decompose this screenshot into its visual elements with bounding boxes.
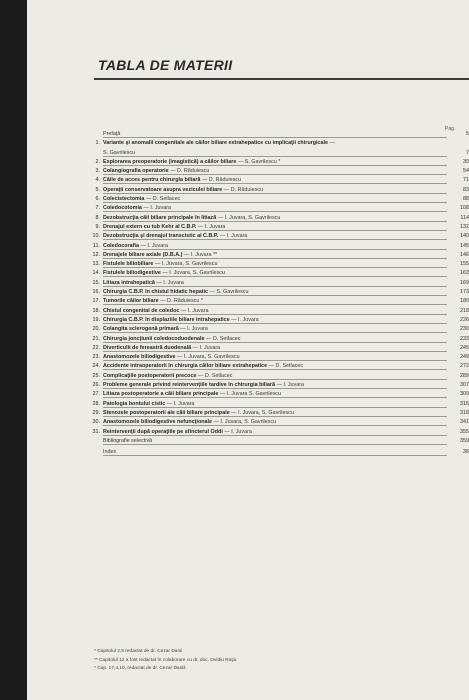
toc-entry-author: — I. Juvara — [218, 233, 248, 240]
toc-entry-page: 180 — [460, 298, 469, 305]
toc-entry-title: Litiaza intrahepatică — [103, 279, 155, 286]
toc-entry-author: — — [328, 140, 335, 147]
toc-leader-line — [103, 249, 447, 250]
toc-entry-number: 20. — [92, 326, 100, 333]
toc-entry-text — [103, 140, 337, 146]
toc-entry-title: Fistulele biliodigestive — [103, 270, 161, 277]
toc-entry-number: 12. — [92, 251, 100, 258]
toc-entry — [89, 410, 469, 419]
toc-entry-author: — D. Răduiescu — [200, 177, 242, 184]
toc-entry-text — [103, 429, 254, 435]
toc-entry-author: — I. Juvara — [229, 316, 259, 323]
toc-entry-author: — I. Juvara — [141, 205, 171, 212]
toc-entry-author: — D. Setlacec — [267, 363, 304, 370]
toc-entry-page: 230 — [460, 326, 469, 333]
toc-leader-line — [103, 397, 447, 398]
toc-entry — [89, 187, 469, 196]
toc-leader-line — [103, 342, 447, 343]
toc-entry-text — [103, 252, 219, 258]
toc-entry-page: 132 — [460, 223, 469, 230]
toc-leader-line — [103, 351, 447, 352]
toc-leader-line — [103, 407, 447, 408]
toc-entry-author: — I. Juvara, S. Gavrilescu — [212, 419, 277, 426]
toc-entry-title: Căile de acces pentru chirurgia biliară — [103, 177, 201, 184]
toc-entry — [89, 308, 469, 317]
toc-entry-text — [103, 354, 242, 360]
toc-entry-page: 359 — [460, 437, 469, 444]
toc-entry-author: — I. Juvara — [274, 382, 305, 389]
toc-entry-text — [103, 438, 154, 444]
toc-entry — [89, 159, 469, 168]
toc-entry-number: 13. — [92, 261, 100, 268]
toc-entry-text — [103, 326, 210, 332]
toc-entry-title: Dezobstrucţia căii biliare principale în litiază — [103, 214, 217, 221]
toc-entry-text — [103, 410, 296, 416]
toc-entry-title: Coledocorafia — [103, 242, 139, 249]
toc-entry-title: Bibliografie selectivă — [103, 437, 153, 444]
toc-entry-author: — I. Juvara — [178, 326, 208, 333]
page-title: TABLA DE MATERII — [98, 57, 233, 73]
toc-entry-text — [103, 298, 205, 304]
toc-leader-line — [103, 435, 447, 436]
toc-entry-author: — I. Juvara, S. Gavrilescu — [153, 261, 218, 268]
toc-entry — [89, 373, 469, 382]
toc-entry-author: — I. Juvara — [191, 344, 221, 351]
toc-entry-number: 22. — [92, 344, 100, 351]
toc-entry-number: 30. — [92, 419, 100, 426]
toc-entry-number: 19. — [92, 316, 100, 323]
toc-entry-number: 11. — [92, 242, 100, 249]
toc-entry — [89, 140, 469, 149]
toc-entry-number: 6. — [95, 196, 100, 203]
toc-entry-page: 145 — [460, 242, 469, 249]
toc-entry-title: Operaţii conservatoare asupra veziculei biliare — [103, 186, 223, 193]
toc-entry-title: Reintervenţii după operaţiile pe sfincterul Oddi — [103, 428, 223, 435]
toc-leader-line — [103, 193, 447, 194]
toc-entry-title: Colangita sclerogenă primară — [103, 326, 179, 333]
toc-entry — [89, 261, 469, 270]
toc-entry-number: 24. — [92, 363, 100, 370]
toc-entry-author: — D. Setlacec — [144, 196, 181, 203]
toc-entry-page: 272 — [460, 363, 469, 370]
toc-entry — [89, 215, 469, 224]
toc-entry-title: Probleme generale privind reintervenţiile tardive în chirurgia biliară — [103, 382, 275, 389]
toc-leader-line — [103, 304, 447, 305]
toc-entry-title: Litiaza postoperatorie a căii biliare principale — [103, 391, 219, 398]
toc-leader-line — [103, 156, 447, 157]
toc-entry-author: — I. Juvara — [222, 428, 252, 435]
toc-entry-title: Explorarea preoperatorie (imagistică) a căilor biliare — [103, 158, 237, 165]
toc-entry-text — [103, 449, 118, 455]
toc-entry-author: — S. Gavrilescu * — [236, 158, 281, 165]
toc-entry — [89, 336, 469, 345]
toc-entry-text — [103, 401, 196, 407]
toc-leader-line — [103, 323, 447, 324]
toc-entry-page: 83 — [463, 186, 469, 193]
toc-entry-title: Chistul congenital de coledoc — [103, 307, 180, 314]
toc-entry — [89, 196, 469, 205]
toc-entry-page: 318 — [460, 409, 469, 416]
toc-entry-author: — D. Setlacec — [196, 372, 233, 379]
footnote: * Capitolul 2,5 redactat de dr. Cezar Danii — [94, 649, 183, 654]
toc-leader-line — [103, 211, 447, 212]
toc-entry-text — [103, 168, 211, 174]
toc-entry-number: 16. — [92, 289, 100, 296]
toc-leader-line — [103, 258, 447, 259]
toc-entry-page: 155 — [460, 261, 469, 268]
toc-entry-title: Index — [103, 448, 117, 455]
toc-leader-line — [103, 286, 447, 287]
toc-entry-number: 26. — [92, 382, 100, 389]
toc-entry-author: — I. Juvara — [165, 400, 195, 407]
page-column-label: Pag. — [445, 126, 456, 132]
toc-leader-line — [103, 314, 447, 315]
toc-entry-page: 355 — [460, 428, 469, 435]
toc-entry — [89, 401, 469, 410]
toc-entry-number: 28. — [92, 400, 100, 407]
toc-entry — [89, 289, 469, 298]
toc-entry-author: — I. Juvara, S. Gavrilescu — [216, 214, 281, 221]
toc-entry-text — [103, 280, 186, 286]
toc-entry-text — [103, 382, 306, 388]
toc-entry-page: 108 — [460, 205, 469, 212]
toc-entry-author: — D. Răduiescu — [222, 186, 263, 193]
toc-entry-title: Variante şi anomalii congenitale ale căilor biliare extrahepatice cu implicaţii chirurgicale — [103, 140, 328, 147]
toc-entry-text — [103, 159, 282, 165]
toc-entry-page: 88 — [463, 196, 469, 203]
toc-entry-author: — I. Juvara S. Gavrilescu — [218, 391, 281, 398]
toc-entry-text — [103, 391, 283, 397]
toc-entry-text — [103, 345, 222, 351]
toc-entry-text — [103, 224, 227, 230]
toc-entry-text — [103, 177, 243, 183]
toc-entry-page: 341 — [460, 419, 469, 426]
toc-entry-author: — D. Setlacec — [204, 335, 241, 342]
toc-entry-number: 31. — [92, 428, 100, 435]
toc-entry-author: — I. Juvara — [138, 242, 169, 249]
toc-entry-number: 18. — [92, 307, 100, 314]
toc-entry-author: — I. Juvara — [179, 307, 209, 314]
toc-entry-page: 233 — [460, 335, 469, 342]
toc-entry-author: — I. Juvara — [154, 279, 184, 286]
toc-entry-text — [103, 317, 261, 323]
toc-entry-number: 8. — [95, 214, 100, 221]
toc-entry — [89, 224, 469, 233]
toc-entry-title: Anastomozele biliodigestive nefuncţionale — [103, 419, 213, 426]
toc-entry-page: 249 — [460, 354, 469, 361]
toc-entry-number: 5. — [95, 186, 100, 193]
toc-entry-number: 3. — [95, 168, 100, 175]
toc-entry-author: — I. Juvara, S. Gavrilescu — [175, 354, 240, 361]
toc-entry-author: — I. Juvara, S. Gavrilescu — [229, 409, 294, 416]
toc-entry-title: Colangiografia operatorie — [103, 168, 169, 175]
toc-entry — [89, 280, 469, 289]
toc-entry-page: 114 — [460, 214, 469, 221]
book-page — [27, 0, 469, 700]
toc-entry-number: 14. — [92, 270, 100, 277]
toc-leader-line — [103, 332, 447, 333]
toc-leader-line — [103, 165, 447, 166]
toc-entry-title: Dezobstrucţia şi drenajul transcistic al C.B.P. — [103, 233, 219, 240]
toc-entry-title: Accidente intraoperatorii în chirurgia căilor biliare extrahepatice — [103, 363, 268, 370]
toc-leader-line — [103, 444, 447, 445]
toc-leader-line — [103, 276, 447, 277]
toc-entry — [89, 317, 469, 326]
toc-entry-page: 163 — [460, 270, 469, 277]
toc-entry-number: 17. — [92, 298, 100, 305]
toc-entry-number: 4. — [95, 177, 100, 184]
toc-entry — [89, 326, 469, 335]
toc-entry-text — [103, 261, 219, 267]
toc-entry — [89, 233, 469, 242]
toc-entry-title: Chirurgia C.B.P. în displaziile biliare intrahepatice — [103, 316, 230, 323]
toc-entry-number: 7. — [95, 205, 100, 212]
toc-entry-title: Coledocotomia — [103, 205, 142, 212]
toc-leader-line — [103, 295, 447, 296]
toc-entry — [89, 449, 469, 460]
toc-entry-page: 245 — [460, 344, 469, 351]
toc-entry-page: 315 — [460, 400, 469, 407]
toc-entry-page: 71 — [463, 177, 469, 184]
toc-entry-text — [103, 243, 170, 249]
toc-entry-page: 36 — [463, 448, 469, 455]
toc-entry-text — [103, 270, 227, 276]
toc-leader-line — [103, 267, 447, 268]
toc-leader-line — [103, 379, 447, 380]
toc-entry-page: 7 — [466, 149, 469, 156]
toc-entry-number: 1. — [95, 140, 100, 147]
toc-entry-text — [103, 373, 234, 379]
toc-entry — [89, 345, 469, 354]
toc-leader-line — [103, 388, 447, 389]
toc-entry — [89, 168, 469, 177]
toc-entry — [89, 382, 469, 391]
toc-entry-title: Prefaţă — [103, 131, 121, 137]
toc-entry-text — [103, 131, 122, 137]
toc-entry-text — [103, 205, 173, 211]
toc-entry-page: 169 — [460, 279, 469, 286]
toc-entry-text — [103, 233, 249, 239]
toc-entry-title: Stenozele postoperatorii ale căii biliare principale — [103, 409, 230, 416]
toc-leader-line — [103, 137, 447, 138]
toc-entry-page: 30 — [463, 158, 469, 165]
toc-entry-number: 10. — [92, 233, 100, 240]
toc-entry-number: 2. — [95, 158, 100, 165]
toc-entry-author: — I. Juvara, S. Gavrilescu — [160, 270, 225, 277]
toc-entry-author: — S. Gavrilescu — [208, 289, 249, 296]
toc-entry-author: S. Gavrilescu — [103, 149, 136, 156]
toc-entry-title: Chirurgia C.B.P. în chistul hidatic hepatic — [103, 289, 209, 296]
toc-entry-title: Drenajele biliare axiale (D.B.A.) — [103, 251, 183, 258]
toc-entry-page: 307 — [460, 382, 469, 389]
footnote: ** Capitolul 12 a fost redactat în colaborare cu dr. doc. Ovidiu Raţiu — [94, 657, 237, 663]
toc-entry-number: 29. — [92, 409, 100, 416]
toc-entry-title: Complicaţiile postoperatorii precoce — [103, 372, 197, 379]
toc-entry-number: 9. — [95, 223, 100, 230]
toc-entry-number: 27. — [92, 391, 100, 398]
toc-entry — [89, 354, 469, 363]
toc-entry — [89, 419, 469, 428]
footnotes — [94, 648, 236, 674]
toc-entry-page: 173 — [460, 289, 469, 296]
toc-leader-line — [103, 369, 447, 370]
toc-entry — [89, 131, 469, 140]
toc-entry-number: 25. — [92, 372, 100, 379]
toc-entry-author: — D. Răduiescu — [168, 168, 210, 175]
title-rule — [94, 78, 469, 80]
toc-entry-text — [103, 150, 137, 156]
toc-entry-title: Patologia bontului cistic — [103, 400, 166, 407]
toc-entry-text — [103, 419, 278, 425]
toc-leader-line — [103, 425, 447, 426]
toc-entry-page: 146 — [460, 251, 469, 258]
toc-entry-page: 226 — [460, 316, 469, 323]
toc-entry-title: Chirurgia joncţiunii coledocoduodenale — [103, 335, 205, 342]
toc-entry — [89, 391, 469, 400]
toc-entry-text — [103, 215, 282, 221]
toc-entry-number: 21. — [92, 335, 100, 342]
toc-entry-title: Fistulele biliobiliare — [103, 261, 154, 268]
toc-entry — [89, 438, 469, 449]
toc-entry — [89, 252, 469, 261]
toc-entry-number: 23. — [92, 354, 100, 361]
table-of-contents — [89, 131, 469, 460]
toc-entry-page: 309 — [460, 391, 469, 398]
toc-leader-line — [103, 239, 447, 240]
toc-entry-title: Drenajul extern cu tub Kehr al C.B.P. — [103, 223, 197, 230]
toc-entry-title: Anastomozele biliodigestive — [103, 354, 176, 361]
toc-entry-title: Colecistectomia — [103, 196, 145, 203]
toc-leader-line — [103, 455, 447, 456]
toc-entry-author: — I. Juvara ** — [182, 251, 218, 258]
toc-entry-text — [103, 336, 242, 342]
toc-entry-text — [103, 308, 210, 314]
toc-entry-page: 140 — [460, 233, 469, 240]
toc-leader-line — [103, 183, 447, 184]
toc-entry-page: 289 — [460, 372, 469, 379]
toc-entry-text — [103, 363, 305, 369]
toc-entry-page: 54 — [463, 168, 469, 175]
toc-leader-line — [103, 202, 447, 203]
toc-entry — [89, 298, 469, 307]
toc-entry-page: 218 — [460, 307, 469, 314]
toc-leader-line — [103, 221, 447, 222]
toc-entry — [89, 429, 469, 438]
toc-entry-title: Tumorile căilor biliare — [103, 298, 159, 305]
toc-entry-text — [103, 196, 182, 202]
toc-entry — [89, 205, 469, 214]
toc-entry — [89, 177, 469, 186]
toc-leader-line — [103, 230, 447, 231]
toc-leader-line — [103, 360, 447, 361]
toc-entry — [89, 243, 469, 252]
toc-entry-number: 15. — [92, 279, 100, 286]
toc-entry-author: — I. Juvara — [196, 223, 226, 230]
toc-entry-text — [103, 187, 265, 193]
toc-entry-title: Diverticulii de fereastră duodenală — [103, 344, 192, 351]
toc-entry-author: — D. Răduiescu * — [158, 298, 203, 305]
toc-leader-line — [103, 174, 447, 175]
toc-leader-line — [103, 416, 447, 417]
toc-entry-page: 5 — [466, 131, 469, 137]
toc-entry-text — [103, 289, 251, 295]
toc-entry — [89, 270, 469, 279]
toc-entry — [89, 363, 469, 372]
footnote: * Cap. 17,4,10, redactat de dr. Cezar Daniil — [94, 666, 186, 671]
toc-entry — [89, 150, 469, 159]
